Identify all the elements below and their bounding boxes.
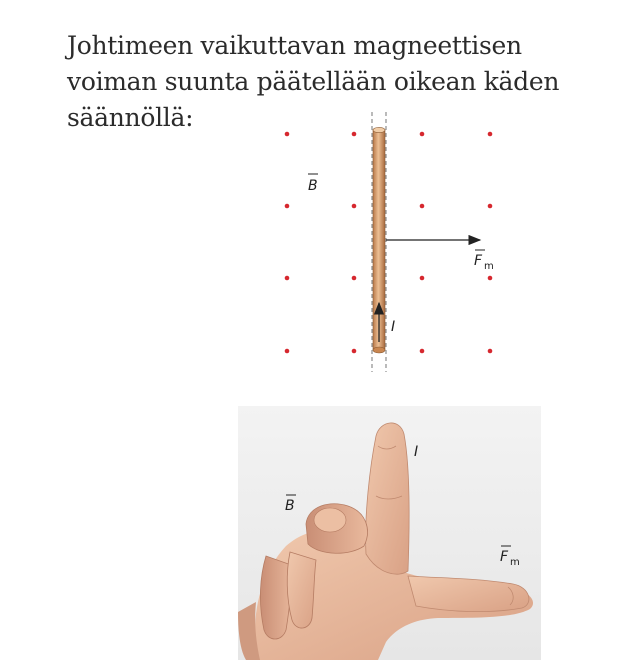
field-dot — [352, 132, 357, 137]
field-dot — [352, 204, 357, 209]
heading-line-2: voiman suunta päätellään oikean käden — [67, 67, 560, 96]
photo-force-label-text: F — [500, 549, 509, 565]
photo-current-label: I — [414, 444, 419, 460]
field-dot — [420, 349, 425, 354]
right-hand-photo — [238, 406, 541, 660]
field-dot — [285, 204, 290, 209]
field-dot — [352, 349, 357, 354]
force-label — [474, 250, 494, 272]
field-dot — [285, 132, 290, 137]
field-dot — [488, 349, 493, 354]
photo-field-label — [285, 495, 296, 514]
field-dot — [488, 276, 493, 281]
field-label — [308, 174, 318, 194]
field-dot — [285, 276, 290, 281]
force-label-text: F — [474, 253, 483, 269]
heading-line-3: säännöllä: — [67, 103, 194, 132]
field-dot — [420, 204, 425, 209]
field-dot — [352, 276, 357, 281]
field-label-text: B — [308, 178, 318, 194]
photo-field-label-text: B — [285, 498, 295, 514]
heading-line-1: Johtimeen vaikuttavan magneettisen — [67, 31, 522, 60]
field-dot — [285, 349, 290, 354]
field-dot — [420, 276, 425, 281]
field-dot — [488, 204, 493, 209]
force-label-subscript: m — [484, 261, 494, 272]
field-dot — [420, 132, 425, 137]
field-dot — [488, 132, 493, 137]
current-label: I — [391, 319, 396, 335]
photo-force-label-subscript: m — [510, 557, 520, 568]
field-dots — [285, 132, 493, 354]
